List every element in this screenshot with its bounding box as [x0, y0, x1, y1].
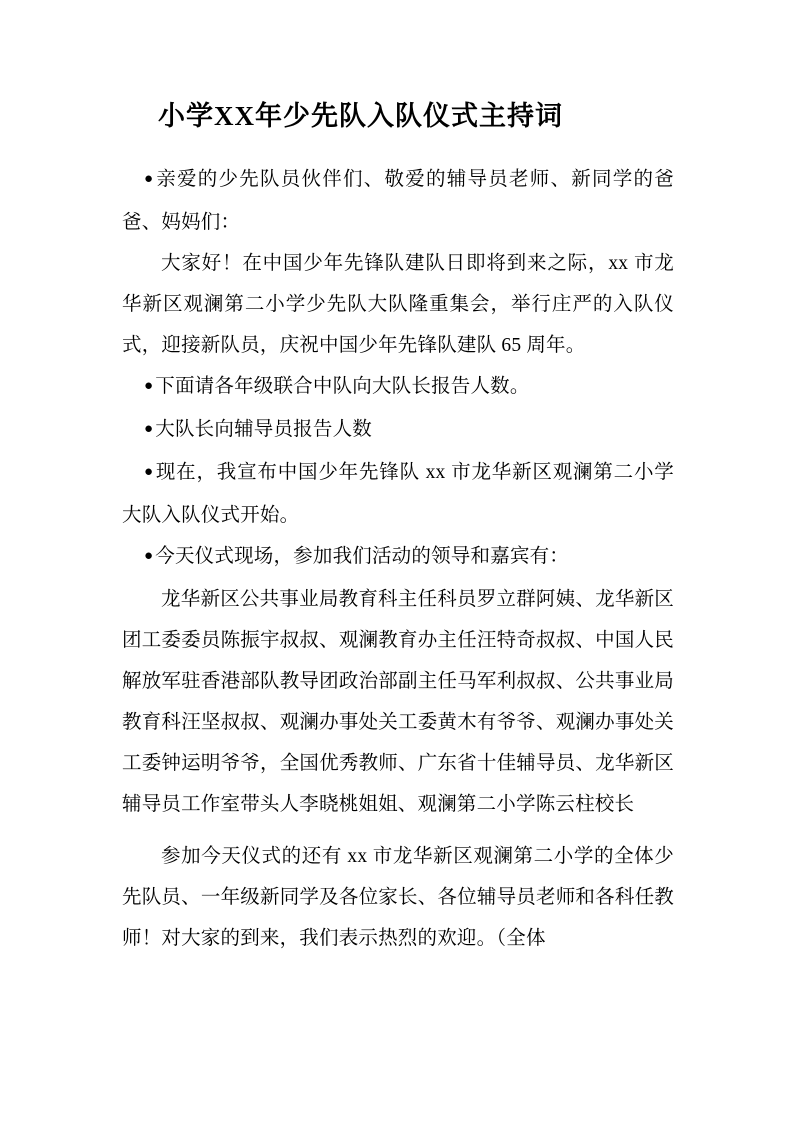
paragraph-greeting: ● 亲爱的少先队员伙伴们、敬爱的辅导员老师、新同学的爸爸、妈妈们：	[122, 159, 674, 243]
paragraph-report-count-request: ● 下面请各年级联合中队向大队长报告人数。	[122, 366, 674, 409]
paragraph-spacer	[122, 825, 674, 836]
paragraph-leader-report: ● 大队长向辅导员报告人数	[122, 409, 674, 452]
paragraph-guests-intro: ● 今天仪式现场，参加我们活动的领导和嘉宾有：	[122, 536, 674, 579]
document-body	[122, 96, 674, 959]
paragraph-attendees: 参加今天仪式的还有 xx 市龙华新区观澜第二小学的全体少先队员、一年级新同学及各位家长、各位辅导员老师和各科任教师！对大家的到来，我们表示热烈的欢迎。（全体	[122, 845, 674, 949]
paragraph-guest-list: 龙华新区公共事业局教育科主任科员罗立群阿姨、龙华新区团工委委员陈振宇叔叔、观澜教育办主任汪特奇叔叔、中国人民解放军驻香港部队教导团政治部副主任马军利叔叔、公共事业局教育科汪坚叔叔、观澜办事处关工委黄木有爷爷、观澜办事处关工委钟运明爷爷，全国优秀教师、广东省十佳辅导员、龙华新区辅导员工作室带头人李晓桃姐姐、观澜第二小学陈云柱校长	[122, 588, 674, 815]
paragraph-opening: 大家好！在中国少年先锋队建队日即将到来之际，xx 市龙华新区观澜第二小学少先队大队隆重集会，举行庄严的入队仪式，迎接新队员，庆祝中国少年先锋队建队 65 周年。	[122, 252, 674, 356]
page-title: 小学XX年少先队入队仪式主持词	[158, 101, 563, 131]
paragraph-ceremony-start: ● 现在，我宣布中国少年先锋队 xx 市龙华新区观澜第二小学大队入队仪式开始。	[122, 452, 674, 536]
